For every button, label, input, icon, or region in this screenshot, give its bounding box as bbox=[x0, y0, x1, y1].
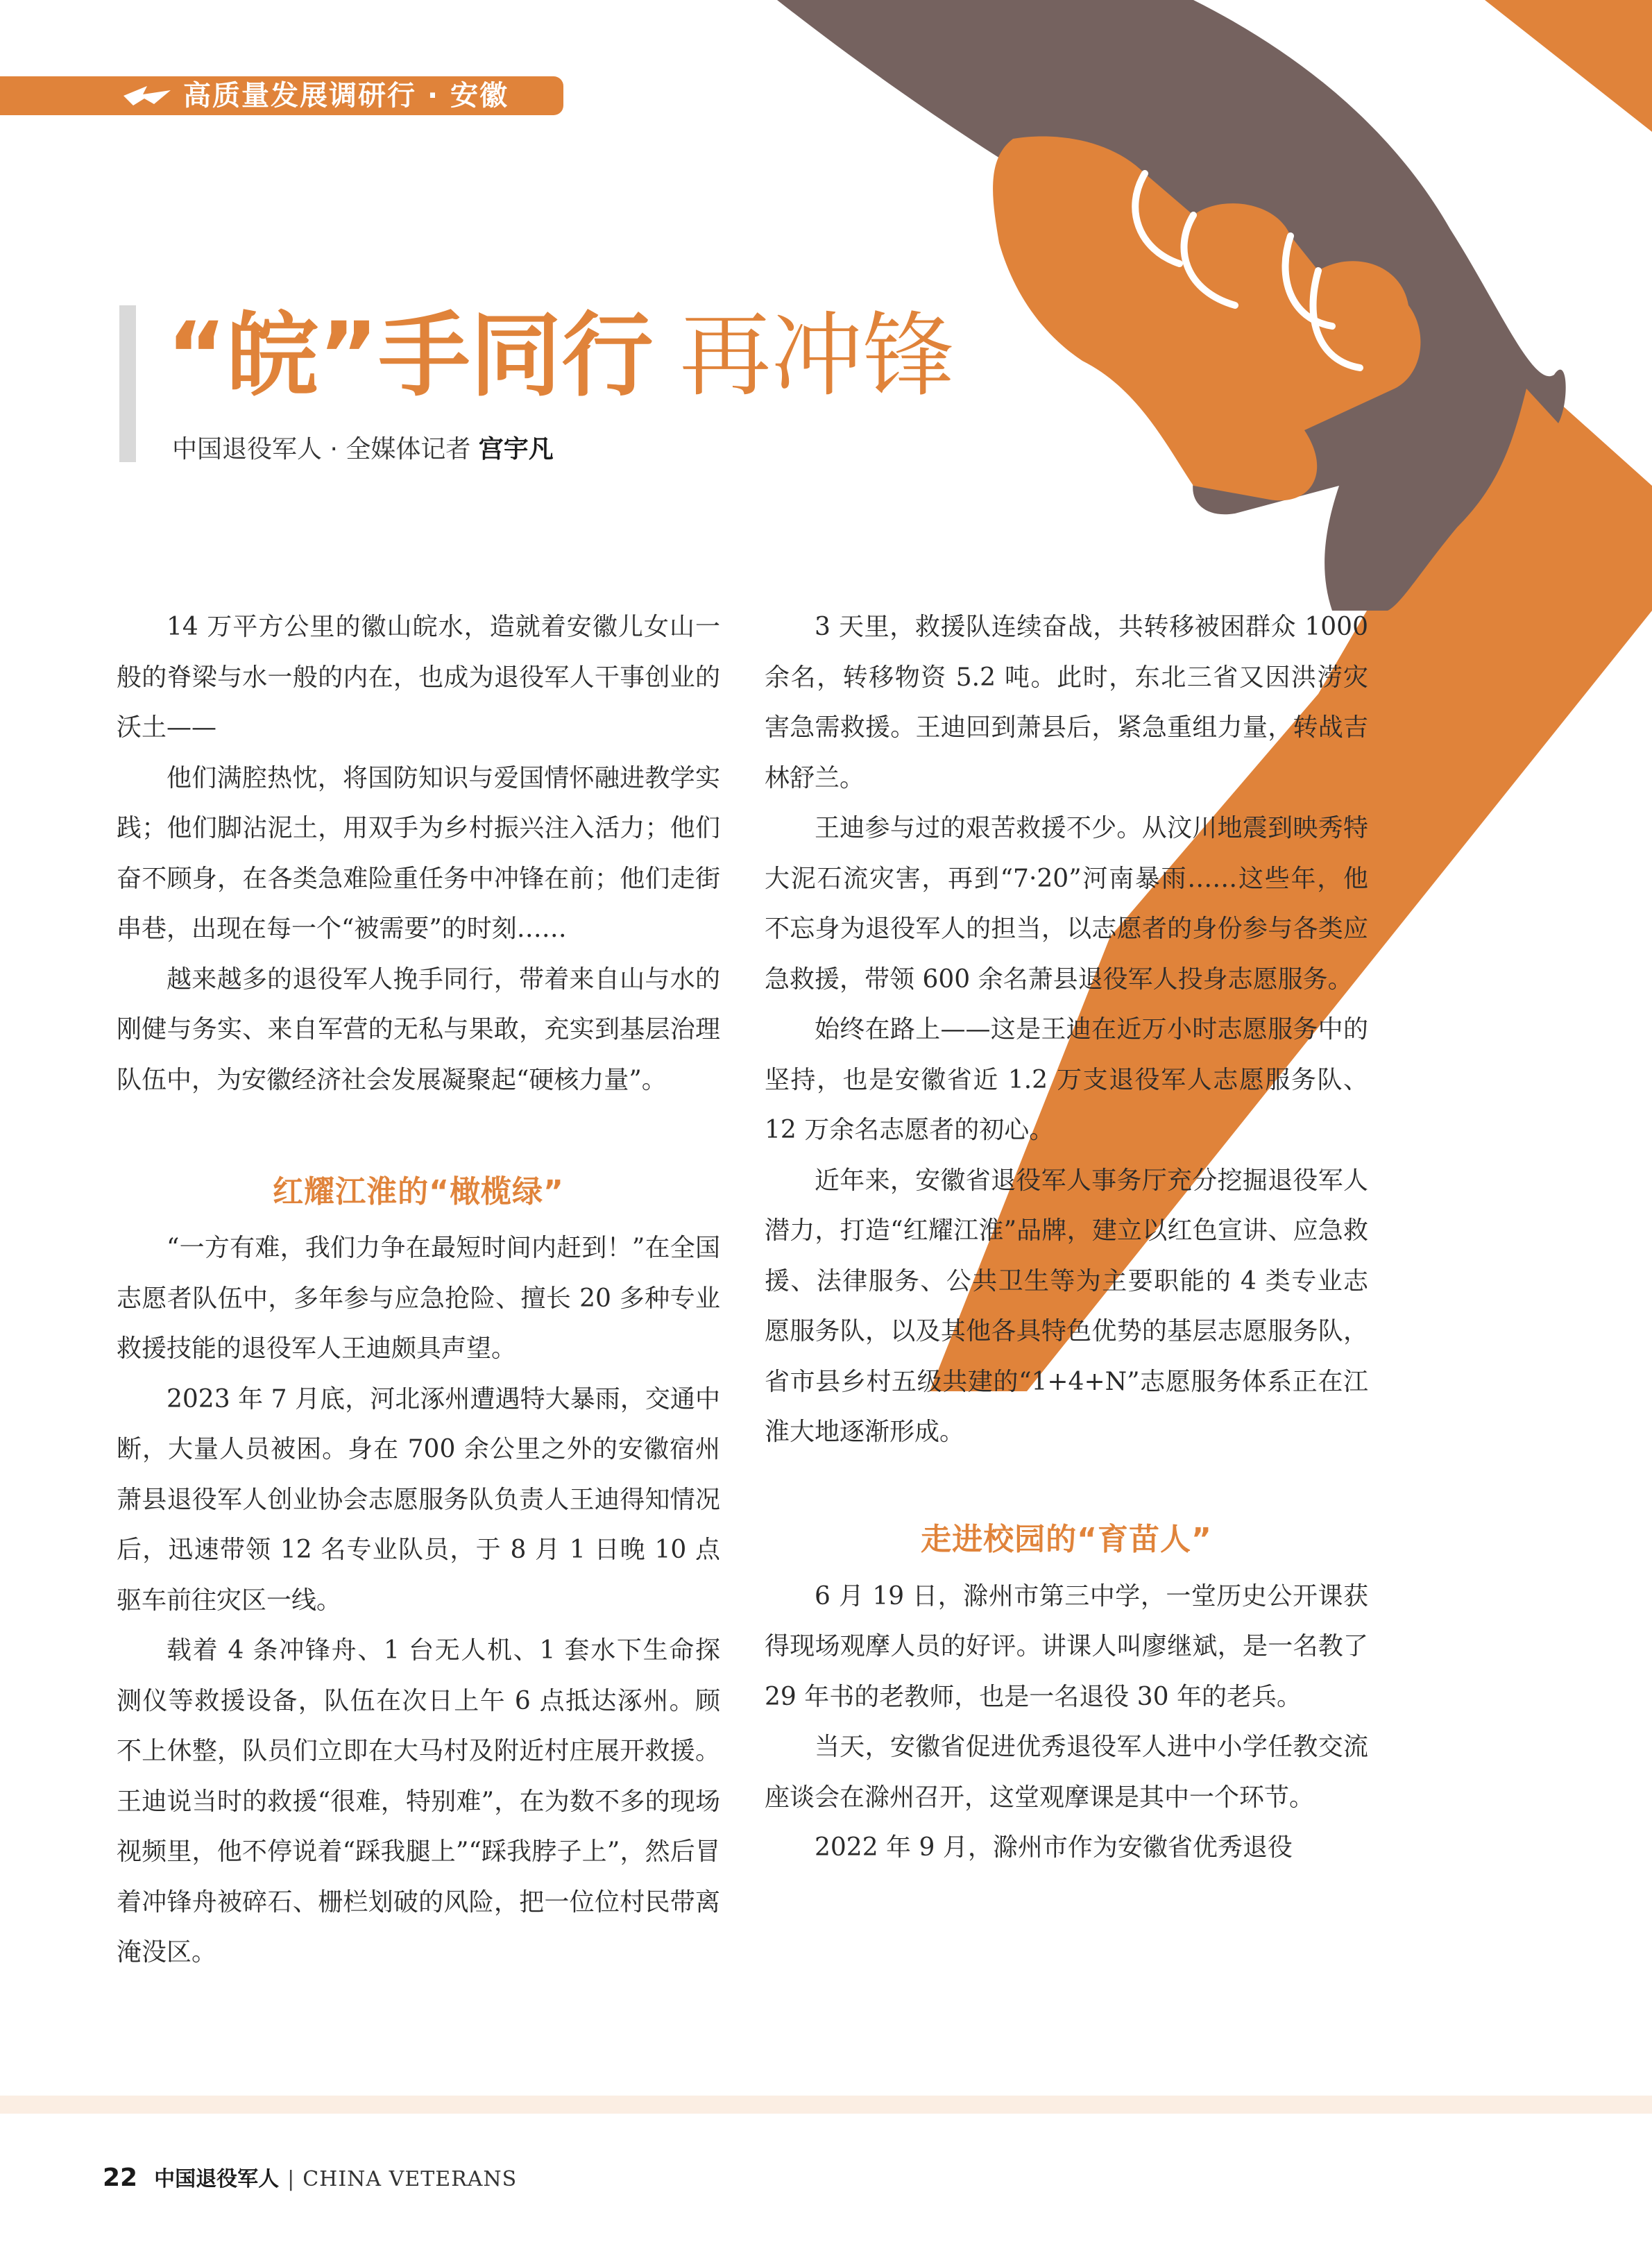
paragraph: “一方有难，我们力争在最短时间内赶到！”在全国志愿者队伍中，多年参与应急抢险、擅长 20 多种专业救援技能的退役军人王迪颇具声望。 bbox=[117, 1234, 720, 1363]
right-column bbox=[765, 602, 1368, 1874]
section-heading: 走进校园的“育苗人” bbox=[921, 1521, 1212, 1557]
paragraph: 始终在路上——这是王迪在近万小时志愿服务中的坚持，也是安徽省近 1.2 万支退役军人志愿服务队、12 万余名志愿者的初心。 bbox=[765, 1015, 1368, 1144]
byline bbox=[172, 429, 554, 470]
title-accent-bar bbox=[119, 305, 136, 462]
page-footer bbox=[103, 2161, 517, 2196]
paragraph: 3 天里，救援队连续奋战，共转移被困群众 1000 余名，转移物资 5.2 吨。此时，东北三省又因洪涝灾害急需救援。王迪回到萧县后，紧急重组力量，转战吉林舒兰。 bbox=[765, 613, 1368, 792]
paragraph: 王迪参与过的艰苦救援不少。从汶川地震到映秀特大泥石流灾害，再到“7·20”河南暴雨……这些年，他不忘身为退役军人的担当，以志愿者的身份参与各类应急救援，带领 600 余名萧县退役军人投身志愿服务。 bbox=[765, 814, 1368, 994]
paragraph: 越来越多的退役军人挽手同行，带着来自山与水的刚健与务实、来自军营的无私与果敢，充实到基层治理队伍中，为安徽经济社会发展凝聚起“硬核力量”。 bbox=[117, 965, 720, 1094]
paragraph: 2023 年 7 月底，河北涿州遭遇特大暴雨，交通中断，大量人员被困。身在 700 余公里之外的安徽宿州萧县退役军人创业协会志愿服务队负责人王迪得知情况后，迅速带领 12 名专业队员，于 8 月 1 日晚 10 点驱车前往灾区一线。 bbox=[117, 1384, 720, 1615]
magazine-name-en: CHINA VETERANS bbox=[303, 2167, 518, 2191]
byline-prefix: 中国退役军人 · 全媒体记者 bbox=[172, 435, 479, 464]
author-name: 宫宇凡 bbox=[478, 435, 554, 464]
paragraph: 近年来，安徽省退役军人事务厅充分挖掘退役军人潜力，打造“红耀江淮”品牌，建立以红色宣讲、应急救援、法律服务、公共卫生等为主要职能的 4 类专业志愿服务队，以及其他各具特色优势的基层志愿服务队，省市县乡村五级共建的“1+4+N”志愿服务体系正在江淮大地逐渐形成。 bbox=[765, 1166, 1368, 1446]
title-main: “皖”手同行 bbox=[167, 303, 654, 409]
left-column bbox=[117, 602, 720, 1978]
paragraph: 当天，安徽省促进优秀退役军人进中小学任教交流座谈会在滁州召开，这堂观摩课是其中一个环节。 bbox=[765, 1733, 1368, 1812]
article-title bbox=[167, 304, 955, 408]
title-sub: 再冲锋 bbox=[679, 303, 955, 409]
section-label: 高质量发展调研行 · 安徽 bbox=[183, 80, 509, 112]
paragraph: 6 月 19 日，滁州市第三中学，一堂历史公开课获得现场观摩人员的好评。讲课人叫廖继斌，是一名教了 29 年书的老教师，也是一名退役 30 年的老兵。 bbox=[765, 1581, 1368, 1711]
paragraph: 他们满腔热忱，将国防知识与爱国情怀融进教学实践；他们脚沾泥土，用双手为乡村振兴注入活力；他们奋不顾身，在各类急难险重任务中冲锋在前；他们走街串巷，出现在每一个“被需要”的时刻…… bbox=[117, 763, 720, 943]
paragraph: 2022 年 9 月，滁州市作为安徽省优秀退役 bbox=[815, 1833, 1293, 1862]
page-number: 22 bbox=[103, 2164, 138, 2192]
paragraph: 载着 4 条冲锋舟、1 台无人机、1 套水下生命探测仪等救援设备，队伍在次日上午 6 点抵达涿州。顾不上休整，队员们立即在大马村及附近村庄展开救援。王迪说当时的救援“很难，特别难”，在为数不多的现场视频里，他不停说着“踩我腿上”“踩我脖子上”，然后冒着冲锋舟被碎石、栅栏划破的风险，把一位位村民带离淹没区。 bbox=[117, 1636, 720, 1967]
section-heading: 红耀江淮的“橄榄绿” bbox=[273, 1174, 564, 1209]
flag-wing-icon bbox=[119, 83, 175, 108]
bottom-band bbox=[0, 2096, 1652, 2114]
paragraph: 14 万平方公里的徽山皖水，造就着安徽儿女山一般的脊梁与水一般的内在，也成为退役军人干事创业的沃土—— bbox=[117, 613, 720, 742]
footer-separator: | bbox=[287, 2167, 295, 2191]
magazine-name-cn: 中国退役军人 bbox=[154, 2167, 280, 2191]
